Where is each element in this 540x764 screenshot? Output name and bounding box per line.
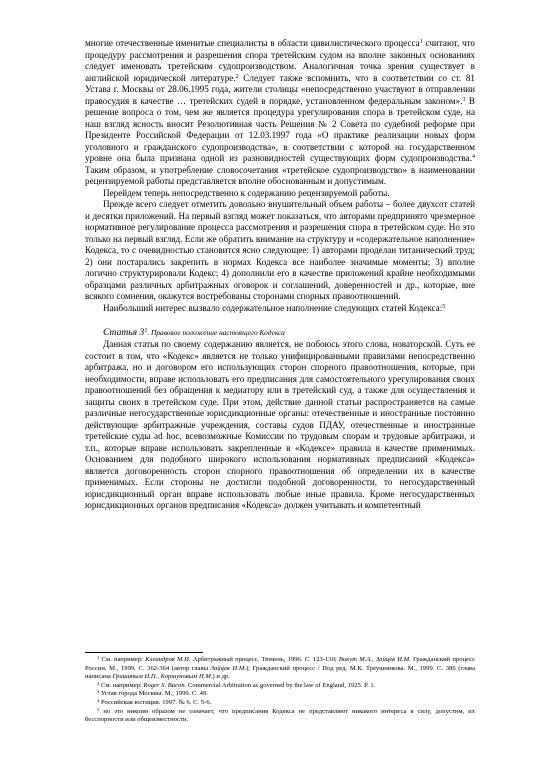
footnote-5 bbox=[85, 708, 475, 725]
footnote-2-text-a: См. например: bbox=[99, 681, 144, 689]
footnote-separator bbox=[85, 652, 203, 653]
document-page bbox=[85, 38, 475, 512]
footnote-1-text-a: См. например: bbox=[99, 656, 146, 663]
paragraph-1-text-e: Таким образом, и употребление словосочетания «третейское судопроизводство» в наименовании рецензируемой работы представляется вполне обоснованным и допустимым. bbox=[85, 164, 475, 186]
footnote-ref-3[interactable]: 3 bbox=[462, 96, 466, 103]
footnote-ref-5[interactable]: 5 bbox=[442, 303, 446, 310]
footnote-1-author-1: Клеандров М.И. bbox=[145, 656, 191, 663]
footnote-5-number: 5 bbox=[97, 706, 100, 712]
paragraph-1-text-d: В решение вопроса о том, чем же является процедура урегулирования спора в третейском суде, на наш взгляд ясность вносит Резолютивная часть Решения № 2 Совета по судебной реформе при Президенте Российской Федерации от 12.03.1997 года «О практике реализации новых форм уголовного и гражданского судопроизводства», в соответствии с которой на государственном уровне она была признана одной из разновидностей существующих форм судопроизводства. bbox=[85, 95, 475, 163]
paragraph-3: Прежде всего следует отметить довольно внушительный объем работы – более двухсот статей и десятки приложений. На первый взгляд может показаться, что авторами предпринято чрезмерное нормативное регулирование процесса рассмотрения и разрешения спора в третейском суде. Но это только на первый взгляд. Если же обратить внимание на структуру и «содержательное наполнение» Кодекса, то с очевидностью становится ясно следующее: 1) авторами проделан титанический труд; 2) они постарались закрепить в нормах Кодекса все наиболее значимые моменты; 3) вполне логично структурировали Кодекс; 4) дополнили его в качестве приложений крайне необходимыми образцами различных арбитражных оговорок и соглашений, доверенностей и др., которые, вне всякого сомнения, окажутся востребованы сторонами спорных правоотношений. bbox=[85, 199, 475, 301]
footnote-4-number: 4 bbox=[97, 697, 100, 703]
footnote-1-text-b: Арбитражный процесс. Тюмень, 1996. С. 123-130; bbox=[190, 656, 339, 663]
footnote-2-number: 2 bbox=[97, 680, 100, 686]
footnote-4 bbox=[85, 699, 475, 708]
footnote-1-text-d: ); Гражданский процесс / Под ред. М.К. Треушникова. М., 1999. С. 386 (глава написана bbox=[85, 664, 475, 681]
paragraph-4-text: Наибольший интерес вызвало содержательное наполнение следующих статей Кодекса: bbox=[103, 302, 443, 313]
paragraph-1 bbox=[85, 38, 475, 188]
footnote-1-author-3: Зайцев И.М. bbox=[210, 664, 246, 672]
footnote-2-author: Roger S. Bacon. bbox=[143, 681, 187, 689]
footnotes bbox=[85, 656, 475, 725]
footnote-3 bbox=[85, 690, 475, 699]
footnote-4-text: Российская юстиция. 1997. № 6. С. 5-6. bbox=[99, 698, 212, 706]
paragraph-1-text-b: считают, что процедуру рассмотрения и разрешения спора третейским судом на вполне законных основаниях следует именовать третейским судопроизводством. Аналогичная точка зрения существует в английской юридической литературе. bbox=[85, 38, 475, 83]
paragraph-1-text-c: Следует также вспомнить, что в соответствии со ст. 81 Устава г. Москвы от 28.06.1995 года, жители столицы «непосредственно участвуют в отправлении правосудия в качестве … третейских судей в порядке, установленном федеральным законом». bbox=[85, 72, 475, 106]
paragraph-5: Данная статья по своему содержанию является, не побоюсь этого слова, новаторской. Суть ее состоит в том, что «Кодекс» является не только унифицированными правилами непосредственно арбитража, но и договором его использующих сторон спорного правоотношения, которые, при необходимости, вправе использовать его предписания для самостоятельного урегулирования своих правоотношений без обращения к медиатору или в третейский суд, а также для осуществления и защиты своих в третейском суде. При этом, действие данной статьи распространяется на самые различные негосударственные юрисдикционные органы: отечественные и иностранные постоянно действующие арбитражные учреждения, составы судов ПДАУ, отечественные и иностранные третейские суды ad hoc, всевозможные Комиссии по трудовым спорам и трудовые арбитражи, и т.п., которые вправе использовать закрепленные в «Кодексе» правила в качестве применимых. Основанием для подобного широкого использования нормативных предписаний «Кодекса» является договоренность сторон спорного правоотношения об определении их в качестве применимых. Если стороны не достигли подобной договоренности, то негосударственный юрисдикционный орган вправе использовать любые иные правила. Кроме негосударственных юрисдикционных органов предписания «Кодекса» должен учитывать и компетентный bbox=[85, 339, 475, 510]
footnote-ref-2[interactable]: 2 bbox=[235, 73, 239, 80]
footnote-5-text: но это никоим образом не означает, что предписания Кодекса не представляют никакого интереса в силу, допустим, их бесспорности или общеизвестности. bbox=[85, 707, 475, 724]
paragraph-2: Перейдем теперь непосредственно к содержанию рецензируемой работы. bbox=[103, 187, 390, 198]
paragraph-4 bbox=[85, 303, 475, 315]
article-heading bbox=[103, 327, 475, 339]
footnote-1 bbox=[85, 656, 475, 682]
article-title: Статья 3 bbox=[103, 327, 145, 338]
footnote-3-text: Устав города Москвы. М., 1999. С. 49. bbox=[99, 690, 208, 698]
footnote-1-text-e: ) и др. bbox=[212, 673, 230, 681]
article-number-superscript: 1 bbox=[144, 328, 148, 334]
footnote-1-author-4: Гришиным И.П., Коршуновым Н.М. bbox=[112, 673, 213, 681]
footnote-1-text-c: Гражданский процесс России. М., 1999. С. 362-364 (автор главы bbox=[85, 656, 475, 672]
footnote-ref-4[interactable]: 4 bbox=[472, 154, 475, 160]
footnote-3-number: 3 bbox=[97, 689, 100, 695]
article-subtitle: . Правовое положение настоящего Кодекса bbox=[147, 328, 285, 337]
footnote-2-text-b: Commercial Arbitration as governed by the law of England, 1925. P. 1. bbox=[186, 681, 376, 689]
footnote-1-number: 1 bbox=[97, 655, 100, 660]
footnote-ref-1[interactable]: 1 bbox=[419, 39, 423, 45]
footnote-1-author-2: Викут М.А., Зайцев И.М. bbox=[338, 656, 411, 663]
paragraph-1-text-a: многие отечественные именитые специалисты в области цивилистического процесса bbox=[85, 38, 420, 48]
